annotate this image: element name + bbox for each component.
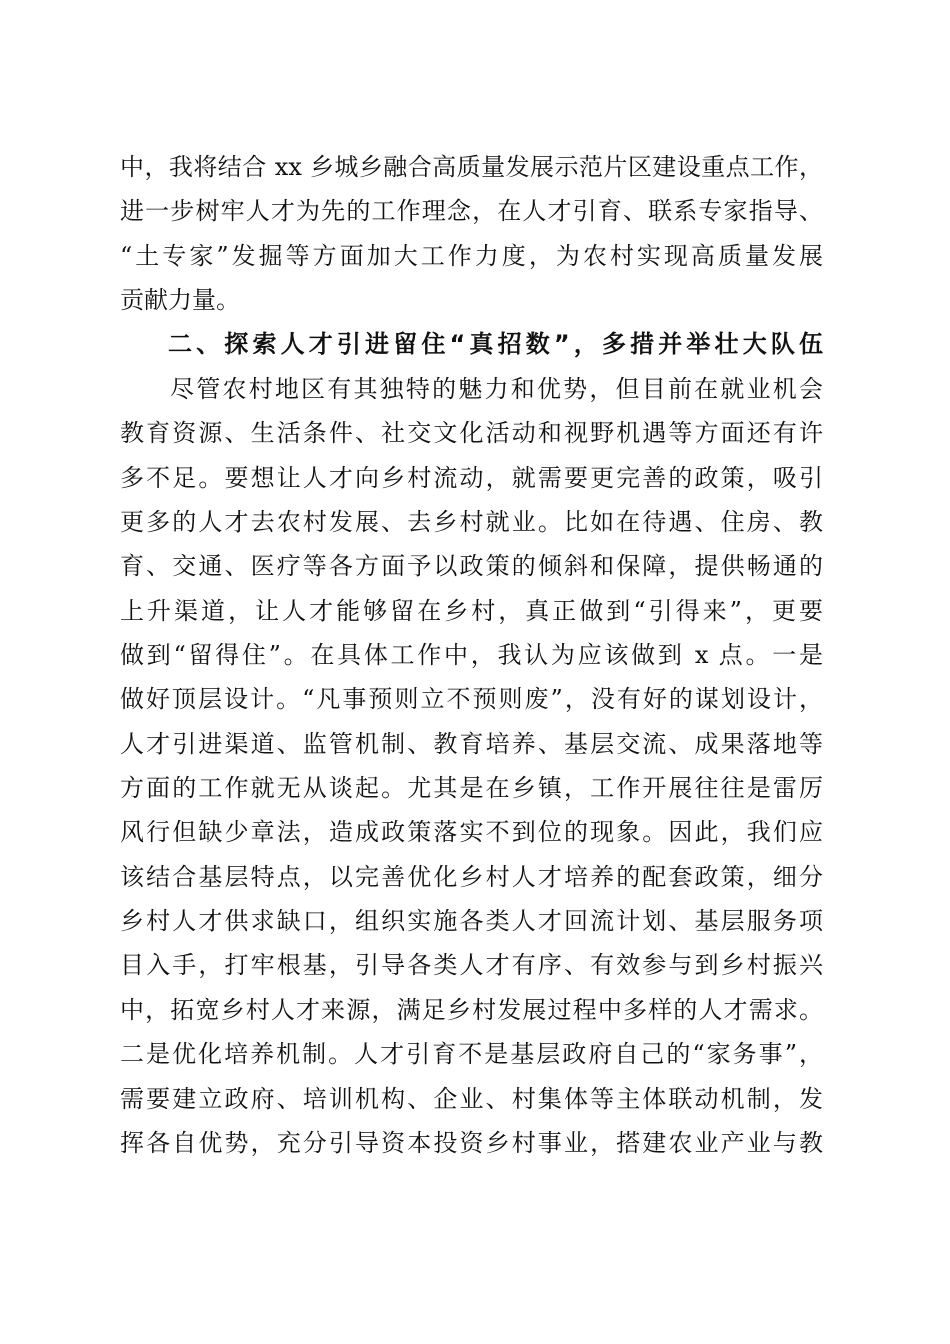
text-line: 做好顶层设计。“凡事预则立不预则废”，没有好的谋划设计， — [120, 685, 823, 714]
text-line: 进一步树牢人才为先的工作理念，在人才引育、联系专家指导、 — [120, 197, 823, 226]
text-line: 二是优化培养机制。人才引育不是基层政府自己的“家务事”， — [120, 1040, 823, 1069]
text-line: “土专家”发掘等方面加大工作力度，为农村实现高质量发展 — [120, 241, 823, 270]
text-line: 乡村人才供求缺口，组织实施各类人才回流计划、基层服务项 — [120, 907, 823, 936]
text-line: 该结合基层特点，以完善优化乡村人才培养的配套政策，细分 — [120, 862, 823, 891]
text-line: 上升渠道，让人才能够留在乡村，真正做到“引得来”，更要 — [120, 596, 823, 625]
text-line: 贡献力量。 — [120, 286, 240, 315]
text-line: 教育资源、生活条件、社交文化活动和视野机遇等方面还有许 — [120, 419, 823, 448]
section-heading: 二、探索人才引进留住“真招数”，多措并举壮大队伍 — [168, 330, 823, 359]
text-line: 尽管农村地区有其独特的魅力和优势，但目前在就业机会 — [170, 374, 823, 403]
text-line: 中，拓宽乡村人才来源，满足乡村发展过程中多样的人才需求。 — [120, 995, 823, 1024]
text-line: 中，我将结合 xx 乡城乡融合高质量发展示范片区建设重点工作， — [120, 153, 823, 181]
text-line: 育、交通、医疗等各方面予以政策的倾斜和保障，提供畅通的 — [120, 552, 823, 581]
text-line: 做到“留得住”。在具体工作中，我认为应该做到 x 点。一是 — [120, 640, 823, 669]
text-line: 方面的工作就无从谈起。尤其是在乡镇，工作开展往往是雷厉 — [120, 774, 823, 803]
text-line: 需要建立政府、培训机构、企业、村集体等主体联动机制，发 — [120, 1084, 823, 1113]
text-line: 风行但缺少章法，造成政策落实不到位的现象。因此，我们应 — [120, 818, 823, 847]
text-line: 挥各自优势，充分引导资本投资乡村事业，搭建农业产业与教 — [120, 1128, 823, 1157]
text-line: 目入手，打牢根基，引导各类人才有序、有效参与到乡村振兴 — [120, 951, 823, 980]
text-line: 更多的人才去农村发展、去乡村就业。比如在待遇、住房、教 — [120, 507, 823, 536]
text-line: 人才引进渠道、监管机制、教育培养、基层交流、成果落地等 — [120, 729, 823, 758]
document-page — [120, 145, 823, 1165]
text-line: 多不足。要想让人才向乡村流动，就需要更完善的政策，吸引 — [120, 463, 823, 492]
